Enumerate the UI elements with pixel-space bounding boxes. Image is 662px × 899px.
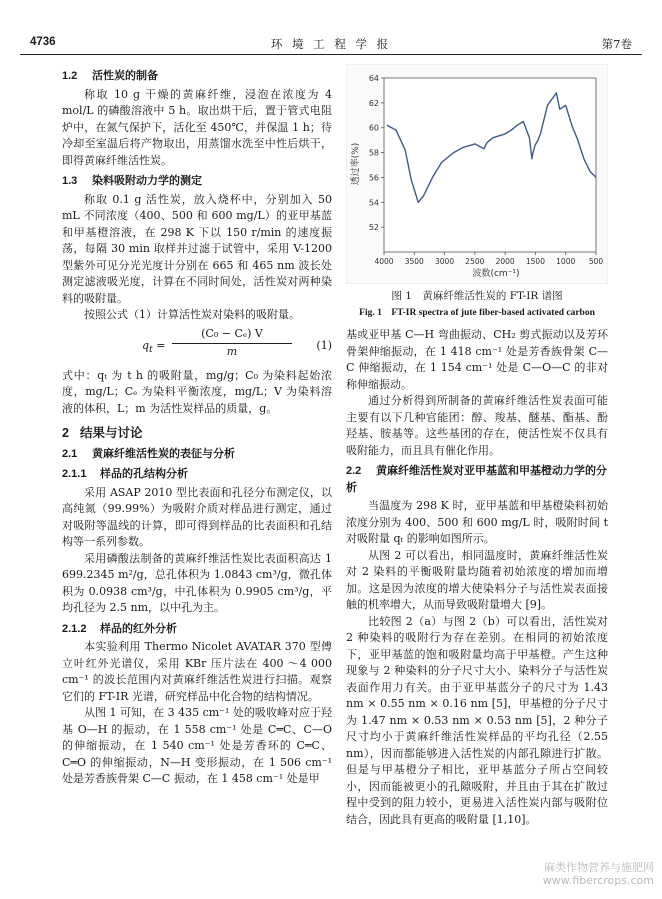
x-axis-label: 波数(cm⁻¹) <box>472 269 520 279</box>
ftir-chart <box>346 64 608 284</box>
paragraph: 采用磷酸法制备的黄麻纤维活性炭比表面积高达 1 699.2345 m²/g，总孔体积为 1.0843 cm³/g，微孔体积为 0.0938 cm³/g，中孔体积为 0.9905 cm³/g，平均孔径为 2.5 nm，以中孔为主。 <box>62 551 332 614</box>
equation-fraction: $\frac{\text{(C₀ − Cₑ) V}}{m}$ <box>172 326 292 361</box>
paragraph: 从图 2 可以看出，相同温度时，黄麻纤维活性炭对 2 染料的平衡吸附量均随着初始浓度的增加而增加。这是因为浓度的增大使染料分子与活性炭表面接触的机率增大，从而导致吸附量增大 [9]。 <box>346 548 608 611</box>
x-tick-label: 500 <box>588 257 604 266</box>
paragraph: 当温度为 298 K 时，亚甲基蓝和甲基橙染料初始浓度分别为 400、500 和 600 mg/L 时，吸附时间 t 对吸附量 qₜ 的影响如图所示。 <box>346 499 608 545</box>
equation-number: (1) <box>316 338 332 352</box>
y-tick-label: 60 <box>368 123 379 133</box>
right-column <box>346 64 608 828</box>
x-tick-label: 2000 <box>495 257 515 266</box>
section-heading-2-2: 2.2 黄麻纤维活性炭对亚甲基蓝和甲基橙动力学的分析 <box>346 465 607 494</box>
x-tick-label: 1500 <box>525 257 545 266</box>
figure-caption-en: Fig. 1 FT-IR spectra of jute fiber-based activated carbon <box>359 307 595 318</box>
plot-frame <box>384 78 596 252</box>
y-tick-label: 54 <box>368 198 379 208</box>
section-heading-1-2: 1.2 活性炭的制备 <box>62 70 158 82</box>
y-axis-label: 透过率(%) <box>351 142 361 186</box>
x-tick-label: 1000 <box>556 257 576 266</box>
paragraph: 采用 ASAP 2010 型比表面和孔径分布测定仪，以高纯氮（99.99%）为吸附介质对样品进行测定，通过对吸附等温线的计算，即可得到样品的比表面积和孔结构等一系列参数。 <box>62 485 332 548</box>
paragraph: 称取 0.1 g 活性炭，放入烧杯中，分别加入 50 mL 不同浓度（400、500 和 600 mg/L）的亚甲基蓝和甲基橙溶液，在 298 K 下以 150 r/min 的速度振荡，每隔 30 min 取样并过滤于试管中，采用 V-1200 型紫外可见分光光度计分别在 665 和 465 nm 波长处测定滤液吸光度，计算在不同时间处，活性炭对两种染料的吸附量。 <box>62 192 332 305</box>
section-heading-2: 2 结果与讨论 <box>62 426 143 440</box>
paragraph: 按照公式（1）计算活性炭对染料的吸附量。 <box>84 308 300 321</box>
equation-lhs: $q_t$ = <box>142 338 166 355</box>
volume-label: 第7卷 <box>601 37 632 51</box>
x-tick-label: 3000 <box>435 257 455 266</box>
watermark: 麻类作物营养与施肥网 www.fibercrops.com <box>542 861 654 887</box>
page-number: 4736 <box>30 36 56 48</box>
y-tick-label: 62 <box>368 98 379 108</box>
paragraph: 从图 1 可知，在 3 435 cm⁻¹ 处的吸收峰对应于羟基 O—H 的振动，在 1 558 cm⁻¹ 处是 C═C、C—O 的伸缩振动，在 1 540 cm⁻¹ 处是芳香环的 C═C、C═O 的伸缩振动，N—H 变形振动，在 1 506 cm⁻¹ 处是芳香族骨架 C—C 振动，在 1 458 cm⁻¹ 处是甲 <box>62 706 332 785</box>
y-tick-label: 64 <box>368 74 379 83</box>
figure-1 <box>346 64 608 284</box>
y-tick-label: 58 <box>368 148 379 158</box>
running-header <box>20 34 642 55</box>
section-heading-2-1-2: 2.1.2 样品的红外分析 <box>62 622 177 635</box>
x-tick-label: 4000 <box>374 257 394 266</box>
paragraph: 称取 10 g 干燥的黄麻纤维，浸泡在浓度为 4 mol/L 的磷酸溶液中 5 h。取出烘干后，置于管式电阻炉中，在氮气保护下，活化至 450℃，并保温 1 h；待冷却至室温后将产物取出，用蒸馏水洗至中性后烘干，即得黄麻纤维活性炭。 <box>62 87 332 167</box>
equation-1 <box>62 326 332 366</box>
journal-name: 环 境 工 程 学 报 <box>270 37 392 51</box>
x-tick-label: 3500 <box>404 257 424 266</box>
y-tick-label: 56 <box>368 173 379 183</box>
paragraph: 式中：qₜ 为 t h 的吸附量，mg/g；C₀ 为染料起始浓度，mg/L；Cₑ 为染料平衡浓度，mg/L；V 为染料溶液的体积，L；m 为活性炭样品的质量，g。 <box>62 368 332 415</box>
paragraph: 基或亚甲基 C—H 弯曲振动、CH₂ 剪式振动以及芳环骨架伸缩振动，在 1 418 cm⁻¹ 处是芳香族骨架 C—C 伸缩振动，在 1 154 cm⁻¹ 处是 C—O—C 的非对称伸缩振动。 <box>346 328 608 391</box>
x-tick-label: 2500 <box>465 257 485 266</box>
paragraph: 比较图 2（a）与图 2（b）可以看出，活性炭对 2 种染料的吸附行为存在差别。在相同的初始浓度下，亚甲基蓝的饱和吸附量均高于甲基橙。产生这种现象与 2 种染料的分子尺寸大小、染料分子与活性炭表面作用力有关。由于亚甲基蓝分子的尺寸为 1.43 nm × 0.55 nm × 0.16 nm [5]，甲基橙的分子尺寸为 1.47 nm × 0.53 nm × 0.53 nm [5]，2 种分子尺寸均小于黄麻纤维活性炭样品的平均孔径（2.55 nm），因而都能够进入活性炭的内部孔隙进行扩散。但是与甲基橙分子相比，亚甲基蓝分子所占空间较小，因而能被更小的孔隙吸附，并且由于其在扩散过程中受到的阻力较小，更易进入活性炭内部与吸附位结合，因此具有更高的吸附量 [1,10]。 <box>346 614 608 826</box>
paragraph: 通过分析得到所制备的黄麻纤维活性炭表面可能主要有以下几种官能团：醇、羧基、醚基、酯基、酚羟基、胺基等。这些基团的存在，使活性炭不仅具有吸附能力，而且具有催化作用。 <box>346 394 608 457</box>
figure-caption-cn: 图 1 黄麻纤维活性炭的 FT-IR 谱图 <box>391 290 563 302</box>
paragraph: 本实验利用 Thermo Nicolet AVATAR 370 型傅立叶红外光谱仪，采用 KBr 压片法在 400 ～4 000 cm⁻¹ 的波长范围内对黄麻纤维活性炭进行扫描。观察它们的 FT-IR 光谱，研究样品中化合物的结构情况。 <box>62 640 332 703</box>
section-heading-2-1: 2.1 黄麻纤维活性炭的表征与分析 <box>62 447 235 460</box>
section-heading-2-1-1: 2.1.1 样品的孔结构分析 <box>62 468 188 480</box>
left-column <box>62 64 332 788</box>
section-heading-1-3: 1.3 染料吸附动力学的测定 <box>62 175 202 187</box>
y-tick-label: 52 <box>368 223 379 233</box>
